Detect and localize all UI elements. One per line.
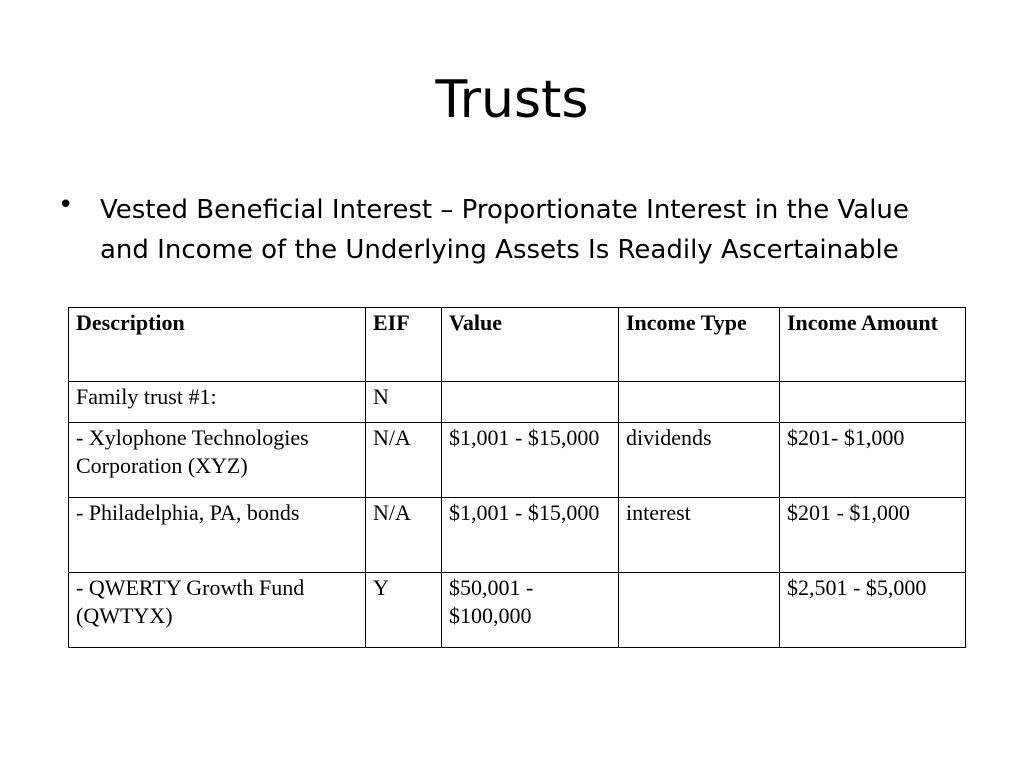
table-row (69, 382, 966, 423)
cell-eif: N/A (366, 423, 442, 498)
bullet-text: Vested Beneficial Interest – Proportionate Interest in the Value and Income of the Underlying Assets Is Readily Ascertainable (100, 195, 909, 265)
assets-table (68, 307, 966, 648)
header-value: Value (442, 308, 619, 382)
header-eif: EIF (366, 308, 442, 382)
cell-description: Family trust #1: (69, 382, 366, 423)
cell-income-amount: $2,501 - $5,000 (780, 573, 966, 648)
header-income-amount: Income Amount (780, 308, 966, 382)
assets-table-container (68, 307, 965, 648)
cell-income-amount (780, 382, 966, 423)
header-description: Description (69, 308, 366, 382)
table-header-row (69, 308, 966, 382)
bullet-dot-icon: • (58, 190, 74, 220)
cell-value: $1,001 - $15,000 (442, 498, 619, 573)
bullet-item (56, 190, 936, 270)
cell-value: $1,001 - $15,000 (442, 423, 619, 498)
cell-income-type: interest (619, 498, 780, 573)
table-row (69, 498, 966, 573)
cell-eif: Y (366, 573, 442, 648)
cell-description: - Philadelphia, PA, bonds (69, 498, 366, 573)
cell-description: - Xylophone Technologies Corporation (XYZ) (69, 423, 366, 498)
bullet-list (56, 190, 936, 270)
cell-eif: N (366, 382, 442, 423)
cell-income-type (619, 573, 780, 648)
cell-income-amount: $201 - $1,000 (780, 498, 966, 573)
table-row (69, 423, 966, 498)
cell-income-amount: $201- $1,000 (780, 423, 966, 498)
cell-eif: N/A (366, 498, 442, 573)
header-income-type: Income Type (619, 308, 780, 382)
cell-income-type: dividends (619, 423, 780, 498)
cell-value (442, 382, 619, 423)
cell-value: $50,001 - $100,000 (442, 573, 619, 648)
slide-title: Trusts (435, 70, 589, 130)
cell-description: - QWERTY Growth Fund (QWTYX) (69, 573, 366, 648)
table-row (69, 573, 966, 648)
cell-income-type (619, 382, 780, 423)
